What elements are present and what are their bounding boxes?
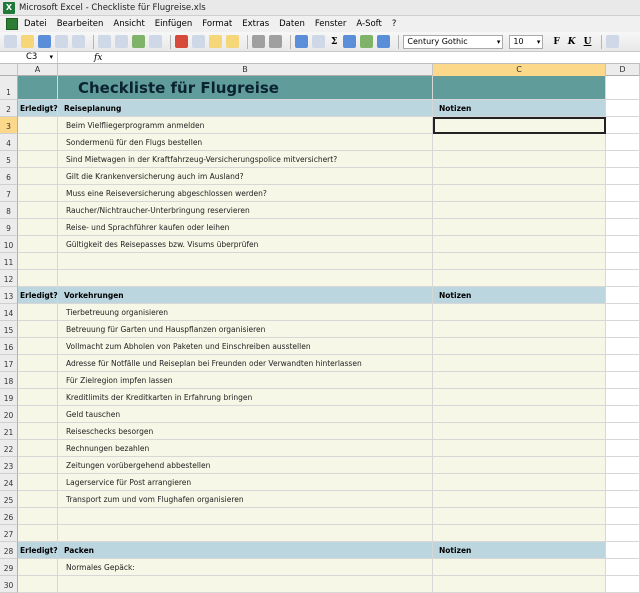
cell-task[interactable]: [58, 440, 433, 457]
cell-notes[interactable]: [433, 457, 606, 474]
cell-task[interactable]: [58, 236, 433, 253]
cell-done[interactable]: [18, 134, 58, 151]
row-header[interactable]: 26: [0, 508, 18, 525]
cell-empty[interactable]: [606, 525, 640, 542]
cell-empty[interactable]: [606, 423, 640, 440]
row-header[interactable]: 13: [0, 287, 18, 304]
cell-empty[interactable]: [606, 287, 640, 304]
row-header[interactable]: 27: [0, 525, 18, 542]
hyperlink-icon[interactable]: [295, 35, 308, 48]
table-row: [0, 389, 640, 406]
cell-done[interactable]: [18, 355, 58, 372]
cell-task[interactable]: [58, 508, 433, 525]
row-header[interactable]: 3: [0, 117, 18, 134]
table-row: [0, 338, 640, 355]
menu-extras[interactable]: Extras: [242, 19, 270, 29]
cell-notes[interactable]: [433, 576, 606, 593]
row-header[interactable]: 23: [0, 457, 18, 474]
row-header[interactable]: 2: [0, 100, 18, 117]
cell-empty[interactable]: [606, 491, 640, 508]
align-left-icon[interactable]: [606, 35, 619, 48]
menu-format[interactable]: Format: [202, 19, 233, 29]
task-label: Beim Vielfliegerprogramm anmelden: [66, 120, 205, 130]
table-row: [0, 236, 640, 253]
cell-notes[interactable]: [433, 423, 606, 440]
cell-empty[interactable]: [606, 559, 640, 576]
task-label: Geld tauschen: [66, 409, 121, 419]
cell-task[interactable]: [58, 253, 433, 270]
cell-done[interactable]: [18, 576, 58, 593]
window-title: Microsoft Excel - Checkliste für Flugreise.xls: [19, 2, 206, 13]
cell-done[interactable]: [18, 253, 58, 270]
cell-task[interactable]: [58, 338, 433, 355]
menu-datei[interactable]: Datei: [24, 19, 47, 29]
cell-notes[interactable]: [433, 559, 606, 576]
row-header[interactable]: 29: [0, 559, 18, 576]
table-row: [0, 525, 640, 542]
undo-icon[interactable]: [252, 35, 265, 48]
format-painter-icon[interactable]: [226, 35, 239, 48]
cell-notes[interactable]: [433, 491, 606, 508]
cell-done[interactable]: [18, 440, 58, 457]
cell-empty[interactable]: [606, 355, 640, 372]
cut-icon[interactable]: [175, 35, 188, 48]
task-label: Transport zum und vom Flughafen organisieren: [66, 494, 244, 504]
active-cell[interactable]: [433, 117, 606, 134]
table-row: [0, 576, 640, 593]
row-header[interactable]: 15: [0, 321, 18, 338]
cell-done[interactable]: [18, 474, 58, 491]
bold-button[interactable]: F: [553, 36, 560, 47]
cell-task[interactable]: [58, 304, 433, 321]
font-size-select[interactable]: [509, 35, 543, 49]
cell-done[interactable]: [18, 338, 58, 355]
row-header[interactable]: 19: [0, 389, 18, 406]
row-header[interactable]: 14: [0, 304, 18, 321]
font-name-value: Century Gothic: [407, 36, 468, 46]
cell-empty[interactable]: [606, 151, 640, 168]
task-label: Tierbetreuung organisieren: [66, 307, 169, 317]
workbook-icon[interactable]: [6, 18, 18, 30]
spelling-icon[interactable]: [132, 35, 145, 48]
title-row: [0, 76, 640, 100]
cell-done[interactable]: [18, 406, 58, 423]
cell-task[interactable]: [58, 219, 433, 236]
chart-wizard-icon[interactable]: [360, 35, 373, 48]
task-label: Vollmacht zum Abholen von Paketen und Einschreiben ausstellen: [66, 341, 311, 351]
cell-done[interactable]: [18, 185, 58, 202]
cell-done[interactable]: [18, 117, 58, 134]
task-label: Sondermenü für den Flugs bestellen: [66, 137, 203, 147]
menu-einfuegen[interactable]: Einfügen: [154, 19, 193, 29]
cell-task[interactable]: [58, 559, 433, 576]
task-label: Rechnungen bezahlen: [66, 443, 150, 453]
table-row: [0, 321, 640, 338]
cell-notes[interactable]: [433, 202, 606, 219]
cell-done[interactable]: [18, 304, 58, 321]
cell-notes[interactable]: [433, 440, 606, 457]
row-header[interactable]: 28: [0, 542, 18, 559]
column-header-a[interactable]: A: [18, 64, 58, 76]
cell-notes[interactable]: [433, 321, 606, 338]
section-header-row: [0, 100, 640, 117]
row-header[interactable]: 24: [0, 474, 18, 491]
cell-notes[interactable]: [433, 355, 606, 372]
cell-done[interactable]: [18, 372, 58, 389]
cell-empty[interactable]: [606, 372, 640, 389]
cell-notes[interactable]: [433, 219, 606, 236]
table-row: [0, 134, 640, 151]
task-label: Lagerservice für Post arrangieren: [66, 477, 192, 487]
cell-empty[interactable]: [606, 474, 640, 491]
cell-done[interactable]: Erledigt?: [18, 100, 58, 117]
print-preview-icon[interactable]: [115, 35, 128, 48]
cell-task[interactable]: [58, 151, 433, 168]
chevron-down-icon: ▾: [536, 37, 541, 46]
row-header[interactable]: 12: [0, 270, 18, 287]
cell-task[interactable]: [58, 474, 433, 491]
open-folder-icon[interactable]: [21, 35, 34, 48]
cell-notes[interactable]: [433, 185, 606, 202]
table-row: [0, 219, 640, 236]
task-label: Kreditlimits der Kreditkarten in Erfahrung bringen: [66, 392, 253, 402]
research-icon[interactable]: [149, 35, 162, 48]
cell-notes[interactable]: [433, 270, 606, 287]
cell-notes[interactable]: [433, 474, 606, 491]
cell-empty[interactable]: [606, 542, 640, 559]
cell-empty[interactable]: [606, 457, 640, 474]
cell-done[interactable]: [18, 270, 58, 287]
cell-task[interactable]: [58, 134, 433, 151]
row-header[interactable]: 25: [0, 491, 18, 508]
row-header[interactable]: 8: [0, 202, 18, 219]
cell-empty[interactable]: [606, 389, 640, 406]
task-label: Normales Gepäck:: [66, 562, 135, 572]
cell-notes[interactable]: [433, 168, 606, 185]
fx-icon[interactable]: fx: [94, 52, 103, 63]
cell-notes[interactable]: [433, 406, 606, 423]
task-label: Muss eine Reiseversicherung abgeschlossen werden?: [66, 188, 267, 198]
cell-empty[interactable]: [606, 321, 640, 338]
cell-empty[interactable]: [606, 576, 640, 593]
cell-empty[interactable]: [606, 253, 640, 270]
cell-task[interactable]: [58, 525, 433, 542]
row-header[interactable]: 21: [0, 423, 18, 440]
cell-task[interactable]: [58, 185, 433, 202]
cell-empty[interactable]: [606, 134, 640, 151]
task-label: Betreuung für Garten und Hauspflanzen organisieren: [66, 324, 266, 334]
task-label: Zeitungen vorübergehend abbestellen: [66, 460, 211, 470]
menu-bearbeiten[interactable]: Bearbeiten: [56, 19, 104, 29]
cell-empty[interactable]: [606, 270, 640, 287]
task-label: Sind Mietwagen in der Kraftfahrzeug-Versicherungspolice mitversichert?: [66, 154, 338, 164]
cell-done[interactable]: [18, 389, 58, 406]
cell-empty[interactable]: [606, 338, 640, 355]
cell-empty[interactable]: [606, 100, 640, 117]
row-header[interactable]: 17: [0, 355, 18, 372]
table-row: [0, 372, 640, 389]
table-row: [0, 168, 640, 185]
row-header[interactable]: 6: [0, 168, 18, 185]
copy-icon[interactable]: [192, 35, 205, 48]
chevron-down-icon: ▾: [496, 37, 501, 46]
column-headers: [0, 64, 640, 76]
row-header[interactable]: 18: [0, 372, 18, 389]
cell-task[interactable]: [58, 168, 433, 185]
cell-empty[interactable]: [606, 236, 640, 253]
table-row: [0, 253, 640, 270]
cell-done[interactable]: [18, 525, 58, 542]
cell-notes[interactable]: Notizen: [433, 542, 606, 559]
cell-done[interactable]: [18, 457, 58, 474]
cell-done[interactable]: [18, 76, 58, 100]
section-header-row: [0, 287, 640, 304]
underline-button[interactable]: U: [583, 36, 592, 47]
cell-empty[interactable]: [606, 440, 640, 457]
task-label: Raucher/Nichtraucher-Unterbringung reservieren: [66, 205, 250, 215]
cell-task[interactable]: Vorkehrungen: [58, 287, 433, 304]
cell-done[interactable]: [18, 151, 58, 168]
menu-ansicht[interactable]: Ansicht: [113, 19, 145, 29]
save-icon[interactable]: [38, 35, 51, 48]
task-label: Reise- und Sprachführer kaufen oder leihen: [66, 222, 230, 232]
cell-done[interactable]: [18, 491, 58, 508]
cell-task[interactable]: [58, 117, 433, 134]
task-label: Gültigkeit des Reisepasses bzw. Visums überprüfen: [66, 239, 259, 249]
table-row: [0, 508, 640, 525]
cell-task[interactable]: [58, 270, 433, 287]
name-box[interactable]: [0, 52, 58, 63]
cell-task[interactable]: [58, 491, 433, 508]
cell-notes[interactable]: [433, 76, 606, 100]
print-icon[interactable]: [98, 35, 111, 48]
cell-done[interactable]: [18, 559, 58, 576]
cell-task[interactable]: [58, 457, 433, 474]
cell-task[interactable]: [58, 76, 433, 100]
cell-notes[interactable]: [433, 304, 606, 321]
cell-notes[interactable]: [433, 236, 606, 253]
row-header[interactable]: 4: [0, 134, 18, 151]
task-label: Adresse für Notfälle und Reiseplan bei Freunden oder Verwandten hinterlassen: [66, 358, 362, 368]
column-header-d[interactable]: D: [606, 64, 640, 76]
task-label: Für Zielregion impfen lassen: [66, 375, 173, 385]
menu-daten[interactable]: Daten: [279, 19, 305, 29]
row-header[interactable]: 5: [0, 151, 18, 168]
row-header[interactable]: 10: [0, 236, 18, 253]
help-icon[interactable]: [377, 35, 390, 48]
cell-notes[interactable]: [433, 134, 606, 151]
cell-done[interactable]: [18, 321, 58, 338]
menu-help[interactable]: ?: [391, 19, 397, 29]
cell-done[interactable]: [18, 236, 58, 253]
email-icon[interactable]: [72, 35, 85, 48]
cell-empty[interactable]: [606, 304, 640, 321]
sort-ascending-icon[interactable]: [343, 35, 356, 48]
table-row: [0, 185, 640, 202]
cell-notes[interactable]: [433, 253, 606, 270]
cell-notes[interactable]: Notizen: [433, 100, 606, 117]
row-header[interactable]: 16: [0, 338, 18, 355]
new-document-icon[interactable]: [4, 35, 17, 48]
sheet-title: Checkliste für Flugreise: [78, 78, 279, 97]
insert-link-icon[interactable]: [312, 35, 325, 48]
cell-task[interactable]: Packen: [58, 542, 433, 559]
section-header-row: [0, 542, 640, 559]
column-header-c[interactable]: C: [433, 64, 606, 76]
table-row: [0, 457, 640, 474]
task-label: Gilt die Krankenversicherung auch im Ausland?: [66, 171, 244, 181]
table-row: [0, 406, 640, 423]
font-name-select[interactable]: [403, 35, 503, 49]
cell-task[interactable]: Reiseplanung: [58, 100, 433, 117]
row-header[interactable]: 30: [0, 576, 18, 593]
cell-empty[interactable]: [606, 185, 640, 202]
table-row: [0, 440, 640, 457]
paste-icon[interactable]: [209, 35, 222, 48]
menu-bar: [0, 16, 640, 32]
cell-task[interactable]: [58, 576, 433, 593]
task-label: Reiseschecks besorgen: [66, 426, 154, 436]
cell-empty[interactable]: [606, 76, 640, 100]
cell-reference: C3: [26, 52, 38, 62]
cell-done[interactable]: [18, 168, 58, 185]
menu-fenster[interactable]: Fenster: [314, 19, 347, 29]
table-row: [0, 559, 640, 576]
chevron-down-icon: ▾: [49, 53, 53, 61]
cell-done[interactable]: Erledigt?: [18, 287, 58, 304]
cell-task[interactable]: [58, 389, 433, 406]
cell-empty[interactable]: [606, 117, 640, 134]
cell-done[interactable]: [18, 423, 58, 440]
row-header[interactable]: 9: [0, 219, 18, 236]
table-row: [0, 355, 640, 372]
cell-task[interactable]: [58, 423, 433, 440]
cell-task[interactable]: [58, 202, 433, 219]
table-row: [0, 151, 640, 168]
table-row: [0, 117, 640, 134]
column-header-b[interactable]: B: [58, 64, 433, 76]
excel-app-icon: X: [3, 2, 15, 14]
cell-done[interactable]: [18, 508, 58, 525]
table-row: [0, 304, 640, 321]
permission-icon[interactable]: [55, 35, 68, 48]
autosum-icon[interactable]: Σ: [331, 36, 338, 47]
cell-done[interactable]: [18, 202, 58, 219]
row-header[interactable]: 1: [0, 76, 18, 100]
cell-task[interactable]: [58, 372, 433, 389]
cell-done[interactable]: Erledigt?: [18, 542, 58, 559]
cell-task[interactable]: [58, 321, 433, 338]
select-all-corner[interactable]: [0, 64, 18, 76]
table-row: [0, 491, 640, 508]
cell-notes[interactable]: [433, 508, 606, 525]
cell-notes[interactable]: [433, 389, 606, 406]
cell-empty[interactable]: [606, 168, 640, 185]
table-row: [0, 423, 640, 440]
row-header[interactable]: 22: [0, 440, 18, 457]
row-header[interactable]: 11: [0, 253, 18, 270]
cell-notes[interactable]: [433, 151, 606, 168]
table-row: [0, 474, 640, 491]
standard-toolbar: [0, 32, 640, 52]
menu-a-soft[interactable]: A-Soft: [356, 19, 382, 29]
font-size-value: 10: [513, 36, 524, 46]
cell-notes[interactable]: [433, 525, 606, 542]
table-row: [0, 202, 640, 219]
row-header[interactable]: 20: [0, 406, 18, 423]
row-header[interactable]: 7: [0, 185, 18, 202]
redo-icon[interactable]: [269, 35, 282, 48]
cell-empty[interactable]: [606, 508, 640, 525]
cell-notes[interactable]: [433, 338, 606, 355]
cell-task[interactable]: [58, 355, 433, 372]
cell-empty[interactable]: [606, 202, 640, 219]
cell-task[interactable]: [58, 406, 433, 423]
italic-button[interactable]: K: [567, 36, 576, 47]
formula-bar: [0, 52, 640, 64]
table-row: [0, 270, 640, 287]
cell-notes[interactable]: [433, 372, 606, 389]
cell-done[interactable]: [18, 219, 58, 236]
cell-notes[interactable]: Notizen: [433, 287, 606, 304]
cell-empty[interactable]: [606, 406, 640, 423]
title-bar: [0, 0, 640, 16]
cell-empty[interactable]: [606, 219, 640, 236]
spreadsheet-grid: [0, 64, 640, 590]
